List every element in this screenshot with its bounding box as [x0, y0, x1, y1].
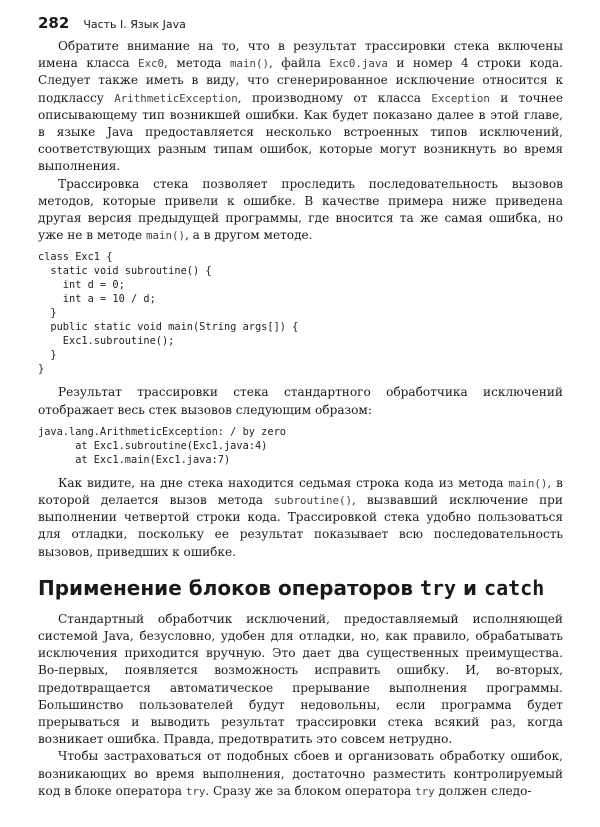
- inline-code: Exc0: [138, 57, 165, 71]
- text: , производному от класса: [237, 90, 432, 105]
- text: Обратите внимание на то, что в результат трассировки стека включены имена класса: [38, 39, 563, 71]
- page-number: 282: [38, 14, 70, 32]
- heading-text: Применение блоков операторов: [38, 575, 420, 600]
- text: , вызвавший исключение при выполнении четвертой строки кода. Трассировкой стека удобно пользоваться для отладки, поскольку ее результат показывает всю последовательность вызовов, приведших к ошибке.: [38, 493, 563, 559]
- text: Как видите, на дне стека находится седьмая строка кода из метода: [58, 475, 509, 490]
- paragraph-stack-trace-sequence: [38, 176, 563, 245]
- text: Чтобы застраховаться от подобных сбоев и организовать обработку ошибок, возникающих во время выполнения, достаточно разместить контролируемый код в блоке оператора: [38, 749, 563, 798]
- page-header: [38, 14, 563, 38]
- text: и номер 4 строки кода. Следует также иметь в виду, что сгенерированное исключение относится к подклассу: [38, 56, 564, 105]
- text: , метода: [164, 56, 230, 71]
- text: , а в другом методе.: [184, 228, 313, 243]
- inline-code: subroutine(): [273, 494, 352, 508]
- paragraph-trace-output-intro: Результат трассировки стека стандартного обработчика исключений отображает весь стек вызовов следующим образом:: [38, 385, 563, 417]
- paragraph-trace-explanation: [38, 475, 563, 561]
- code-listing-trace-output: java.lang.ArithmeticException: / by zero at Exc1.subroutine(Exc1.java:4) at Exc1.main(Exc1.java:7): [38, 425, 286, 466]
- inline-code: Exception: [431, 91, 490, 105]
- text: , файла: [269, 56, 330, 71]
- text: . Сразу же за блоком оператора: [205, 783, 416, 798]
- inline-code: try: [415, 784, 435, 798]
- text: , в которой делается вызов метода: [38, 475, 563, 508]
- section-heading: [38, 575, 563, 601]
- code-listing-exc1: class Exc1 { static void subroutine() { int d = 0; int a = 10 / d; } public static void main(String args[]) { Exc1.subroutine(); } }: [38, 251, 299, 376]
- text: и точнее описывающему тип возникшей ошибки. Как будет показано далее в этой главе, в языке Java предоставляется несколько встроенных типов исключений, соответствующих разным типам ошибок, которые могут возникнуть во время выполнения.: [38, 90, 564, 174]
- running-title: Часть I. Язык Java: [83, 18, 186, 31]
- paragraph-try-block: [38, 748, 563, 800]
- inline-code: main(): [229, 57, 269, 71]
- paragraph-stack-trace-info: [38, 38, 563, 176]
- inline-code: main(): [508, 476, 548, 490]
- inline-code: ArithmeticException: [114, 91, 238, 105]
- book-page: [38, 14, 563, 800]
- inline-code: main(): [145, 229, 185, 243]
- heading-text: и: [456, 575, 485, 600]
- text: должен следо-: [434, 783, 532, 798]
- text: Трассировка стека позволяет проследить последовательность вызовов методов, которые привели к ошибке. В качестве примера ниже приведена другая версия предыдущей программы, где вносится та же самая ошибка, но уже не в методе: [38, 176, 563, 243]
- heading-code: try: [419, 575, 457, 600]
- heading-code: catch: [484, 575, 545, 600]
- inline-code: Exc0.java: [329, 57, 388, 71]
- inline-code: try: [185, 784, 206, 798]
- paragraph-default-handler: Стандартный обработчик исключений, предоставляемый исполняющей системой Java, безусловно, удобен для отладки, но, как правило, обрабатывать исключения приходится вручную. Это дает два существенных преимущества. Во-первых, появляется возможность исправить ошибку. И, во-вторых, предотвращается автоматическое прерывание выполнения программы. Большинство пользователей будут недовольны, если программа будет прерываться и выводить результат трассировки стека всякий раз, когда возникает ошибка. Правда, предотвратить это совсем нетрудно.: [38, 611, 563, 747]
